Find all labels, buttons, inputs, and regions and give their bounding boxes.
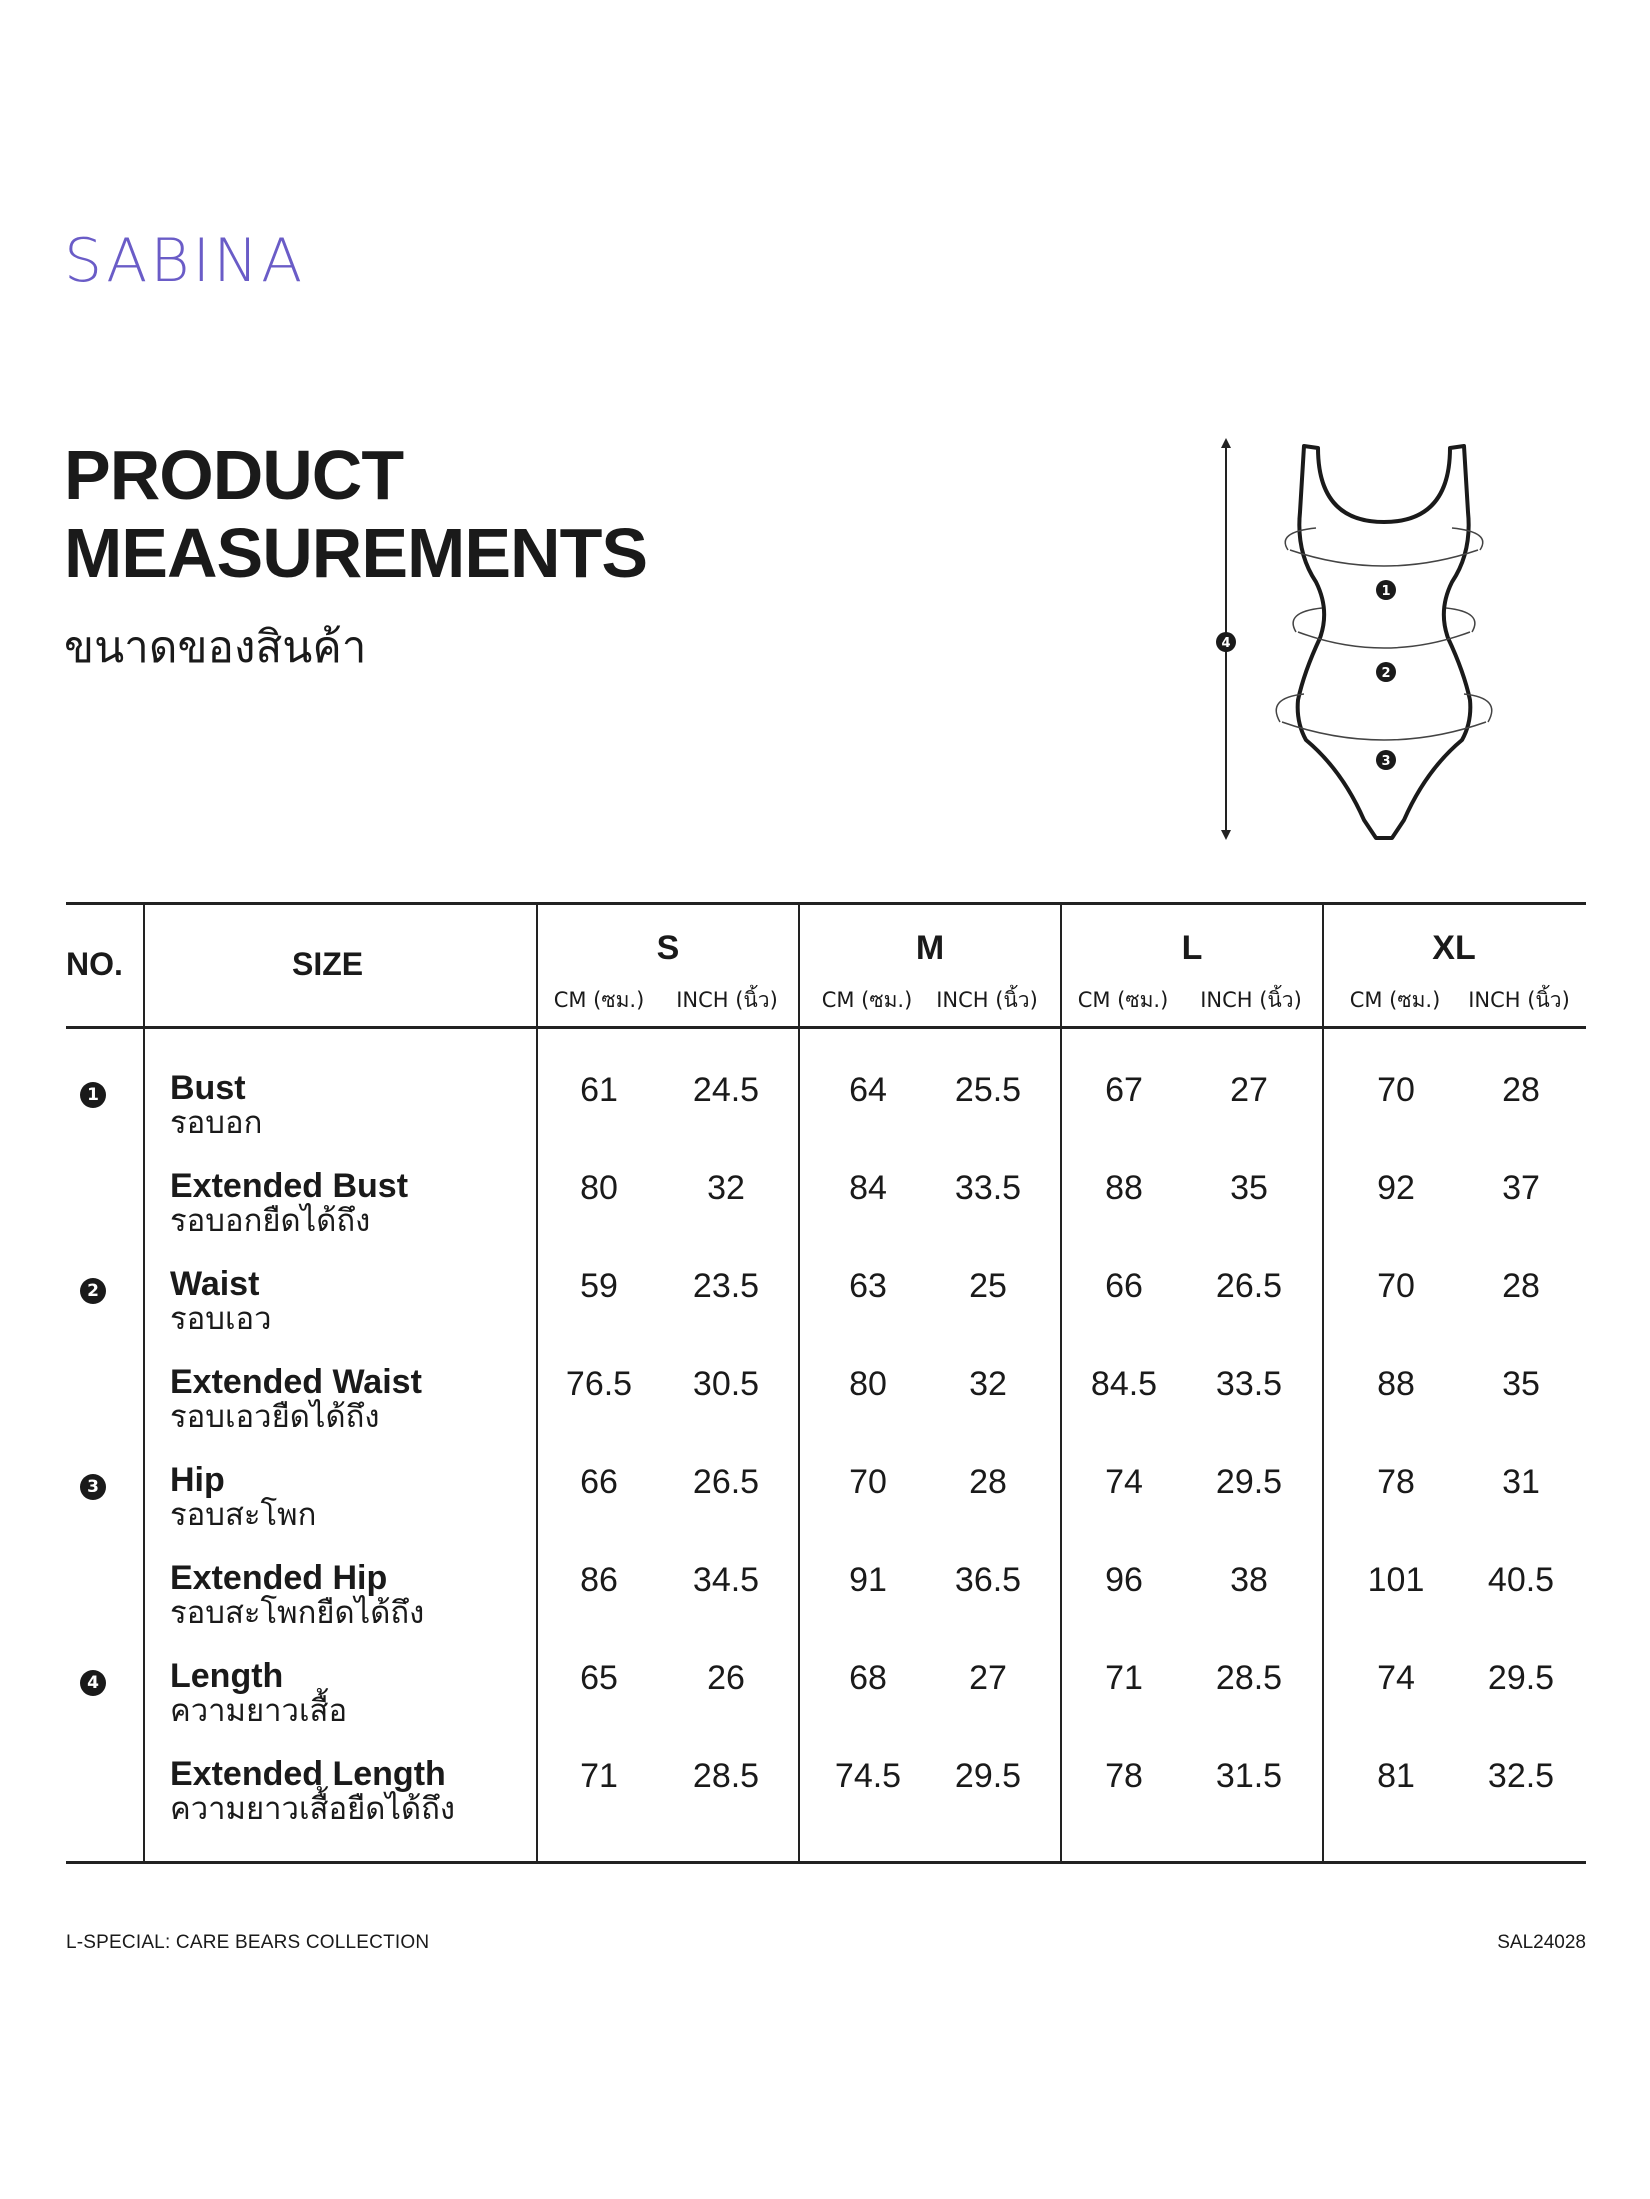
cell-cm: 76.5	[565, 1365, 633, 1403]
row-number-badge: 3	[80, 1474, 106, 1500]
cell-inch: 27	[1230, 1071, 1268, 1109]
cell-cm: 59	[580, 1267, 618, 1305]
bodysuit-diagram	[1196, 432, 1536, 842]
footer-code: SAL24028	[1497, 1932, 1586, 1953]
unit-inch: INCH (นิ้ว)	[1200, 988, 1302, 1012]
cell-inch: 35	[1230, 1169, 1268, 1207]
row-number-badge: 2	[80, 1278, 106, 1304]
cell-cm: 68	[849, 1659, 887, 1697]
page-subtitle: ขนาดของสินค้า	[64, 622, 367, 673]
unit-cm: CM (ซม.)	[1077, 988, 1169, 1012]
cell-inch: 26.5	[692, 1463, 760, 1501]
cell-inch: 33.5	[1215, 1365, 1283, 1403]
cell-cm: 70	[1377, 1267, 1415, 1305]
measure-label-en: Extended Length	[170, 1755, 446, 1793]
marker-2	[1376, 662, 1396, 682]
table-row	[66, 1068, 1586, 1166]
svg-text:3: 3	[1381, 754, 1391, 769]
cell-cm: 78	[1377, 1463, 1415, 1501]
cell-inch: 25	[969, 1267, 1007, 1305]
cell-cm: 80	[580, 1169, 618, 1207]
svg-text:4: 4	[1221, 636, 1231, 651]
cell-inch: 30.5	[692, 1365, 760, 1403]
size-name: L	[1181, 929, 1203, 967]
size-name: S	[656, 929, 680, 967]
cell-cm: 71	[580, 1757, 618, 1795]
table-top-rule	[66, 902, 1586, 905]
title-line-1: PRODUCT	[64, 436, 404, 514]
cell-inch: 36.5	[954, 1561, 1022, 1599]
cell-inch: 32.5	[1487, 1757, 1555, 1795]
size-col-s	[537, 928, 799, 1028]
measure-label-th: รอบเอว	[170, 1301, 272, 1337]
table-row	[66, 1166, 1586, 1264]
measure-label-en: Length	[170, 1657, 284, 1695]
table-row	[66, 1754, 1586, 1852]
measure-label-th: รอบสะโพก	[170, 1497, 317, 1533]
measure-label-en: Extended Bust	[170, 1167, 409, 1205]
table-bottom-rule	[66, 1861, 1586, 1864]
cell-cm: 91	[849, 1561, 887, 1599]
cell-inch: 33.5	[954, 1169, 1022, 1207]
measure-label-en: Extended Waist	[170, 1363, 422, 1401]
unit-inch: INCH (นิ้ว)	[1468, 988, 1570, 1012]
size-col-l	[1061, 928, 1323, 1028]
cell-cm: 81	[1377, 1757, 1415, 1795]
table-row	[66, 1558, 1586, 1656]
cell-cm: 70	[849, 1463, 887, 1501]
cell-inch: 29.5	[1215, 1463, 1283, 1501]
cell-cm: 84.5	[1090, 1365, 1158, 1403]
cell-inch: 29.5	[1487, 1659, 1555, 1697]
cell-inch: 25.5	[954, 1071, 1022, 1109]
measure-label-en: Hip	[170, 1461, 225, 1499]
title-line-2: MEASUREMENTS	[64, 514, 648, 592]
cell-cm: 70	[1377, 1071, 1415, 1109]
cell-cm: 74	[1105, 1463, 1143, 1501]
cell-inch: 28	[1502, 1267, 1540, 1305]
table-row	[66, 1656, 1586, 1754]
measure-label-en: Bust	[170, 1069, 246, 1107]
cell-cm: 67	[1105, 1071, 1143, 1109]
measure-label-th: รอบสะโพกยืดได้ถึง	[170, 1595, 425, 1631]
cell-inch: 29.5	[954, 1757, 1022, 1795]
cell-cm: 78	[1105, 1757, 1143, 1795]
unit-cm: CM (ซม.)	[553, 988, 645, 1012]
cell-cm: 74	[1377, 1659, 1415, 1697]
table-row	[66, 1362, 1586, 1460]
cell-inch: 26.5	[1215, 1267, 1283, 1305]
cell-cm: 74.5	[834, 1757, 902, 1795]
cell-inch: 32	[707, 1169, 745, 1207]
cell-cm: 92	[1377, 1169, 1415, 1207]
measure-label-en: Extended Hip	[170, 1559, 388, 1597]
cell-inch: 28.5	[1215, 1659, 1283, 1697]
footer-collection: L-SPECIAL: CARE BEARS COLLECTION	[66, 1932, 430, 1953]
cell-inch: 34.5	[692, 1561, 760, 1599]
cell-inch: 31	[1502, 1463, 1540, 1501]
cell-inch: 27	[969, 1659, 1007, 1697]
cell-cm: 86	[580, 1561, 618, 1599]
cell-cm: 80	[849, 1365, 887, 1403]
row-number-badge: 1	[80, 1082, 106, 1108]
cell-cm: 88	[1105, 1169, 1143, 1207]
cell-cm: 88	[1377, 1365, 1415, 1403]
row-number-badge: 4	[80, 1670, 106, 1696]
size-name: M	[915, 929, 945, 967]
measure-label-th: ความยาวเสื้อ	[170, 1693, 348, 1729]
cell-cm: 61	[580, 1071, 618, 1109]
table-row	[66, 1460, 1586, 1558]
unit-cm: CM (ซม.)	[821, 988, 913, 1012]
cell-cm: 84	[849, 1169, 887, 1207]
cell-inch: 23.5	[692, 1267, 760, 1305]
cell-inch: 28	[969, 1463, 1007, 1501]
size-col-m	[799, 928, 1061, 1028]
header-size: SIZE	[292, 946, 364, 982]
measure-label-th: รอบเอวยืดได้ถึง	[170, 1399, 380, 1435]
size-name: XL	[1432, 929, 1476, 967]
table-row	[66, 1264, 1586, 1362]
size-col-xl	[1323, 928, 1585, 1028]
svg-text:2: 2	[1381, 666, 1391, 681]
marker-1	[1376, 580, 1396, 600]
brand-logo: SABINA	[64, 226, 306, 296]
cell-inch: 26	[707, 1659, 745, 1697]
header-no: NO.	[66, 946, 123, 982]
unit-cm: CM (ซม.)	[1349, 988, 1441, 1012]
measure-label-th: ความยาวเสื้อยืดได้ถึง	[170, 1791, 456, 1827]
cell-inch: 28.5	[692, 1757, 760, 1795]
cell-inch: 28	[1502, 1071, 1540, 1109]
measurement-table	[66, 902, 1586, 1864]
cell-inch: 35	[1502, 1365, 1540, 1403]
cell-inch: 31.5	[1215, 1757, 1283, 1795]
cell-inch: 38	[1230, 1561, 1268, 1599]
marker-3	[1376, 750, 1396, 770]
marker-4	[1216, 632, 1236, 652]
unit-inch: INCH (นิ้ว)	[676, 988, 778, 1012]
measure-label-th: รอบอกยืดได้ถึง	[170, 1203, 371, 1239]
cell-cm: 101	[1367, 1561, 1425, 1599]
cell-inch: 32	[969, 1365, 1007, 1403]
page-title	[64, 436, 647, 592]
measure-label-en: Waist	[170, 1265, 260, 1303]
cell-cm: 96	[1105, 1561, 1143, 1599]
measure-label-th: รอบอก	[170, 1105, 263, 1141]
svg-text:1: 1	[1381, 584, 1391, 599]
cell-cm: 64	[849, 1071, 887, 1109]
cell-cm: 65	[580, 1659, 618, 1697]
cell-cm: 66	[580, 1463, 618, 1501]
cell-inch: 24.5	[692, 1071, 760, 1109]
cell-inch: 40.5	[1487, 1561, 1555, 1599]
cell-inch: 37	[1502, 1169, 1540, 1207]
cell-cm: 71	[1105, 1659, 1143, 1697]
cell-cm: 63	[849, 1267, 887, 1305]
unit-inch: INCH (นิ้ว)	[936, 988, 1038, 1012]
cell-cm: 66	[1105, 1267, 1143, 1305]
